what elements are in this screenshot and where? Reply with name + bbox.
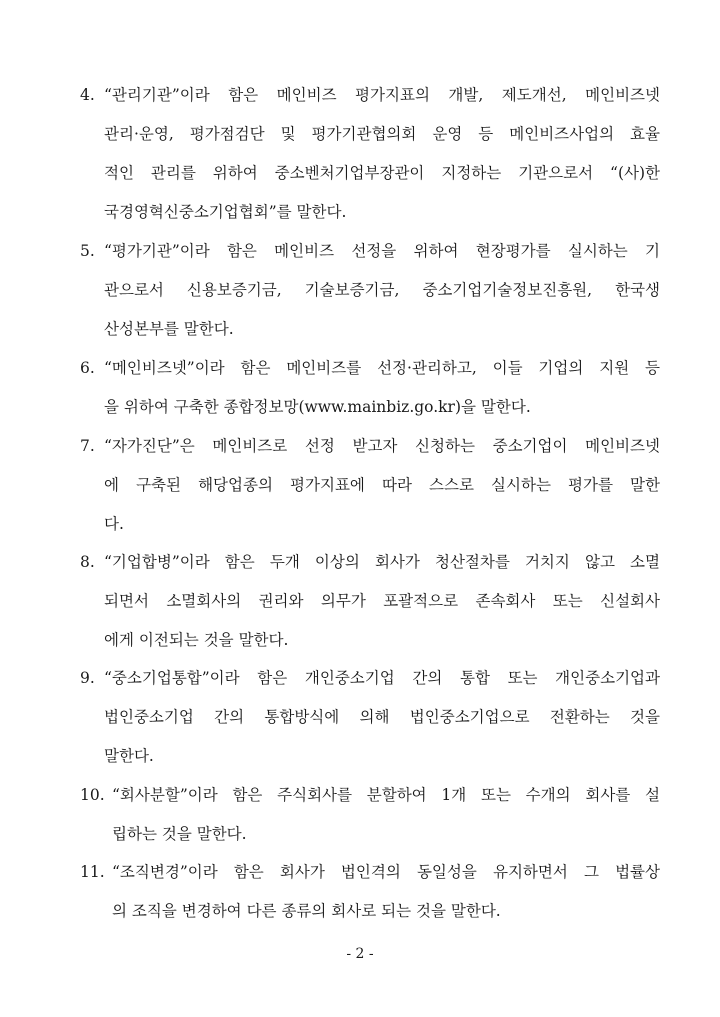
item-number: 4. xyxy=(80,86,95,104)
definition-item-8 xyxy=(80,543,660,660)
item-line: “자가진단”은 메인비즈로 선정 받고자 신청하는 중소기업이 메인비즈넷 xyxy=(104,437,660,455)
item-line: “관리기관”이라 함은 메인비즈 평가지표의 개발, 제도개선, 메인비즈넷 xyxy=(104,86,660,104)
item-line: 다. xyxy=(104,515,124,533)
item-line: 에 구축된 해당업종의 평가지표에 따라 스스로 실시하는 평가를 말한 xyxy=(104,476,660,494)
item-line: “메인비즈넷”이라 함은 메인비즈를 선정·관리하고, 이들 기업의 지원 등 xyxy=(104,359,660,377)
item-number: 10. xyxy=(80,786,105,804)
item-number: 6. xyxy=(80,359,95,377)
item-line: 을 위하여 구축한 종합정보망(www.mainbiz.go.kr)을 말한다. xyxy=(104,398,531,416)
item-line: 관리·운영, 평가점검단 및 평가기관협의회 운영 등 메인비즈사업의 효율 xyxy=(104,125,660,143)
item-number: 7. xyxy=(80,437,95,455)
definition-item-6 xyxy=(80,349,660,427)
definition-item-7 xyxy=(80,427,660,544)
item-number: 9. xyxy=(80,669,95,687)
definition-item-4 xyxy=(80,76,660,232)
definition-item-11 xyxy=(80,853,660,931)
item-line: “회사분할”이라 함은 주식회사를 분할하여 1개 또는 수개의 회사를 설 xyxy=(112,786,660,804)
item-number: 5. xyxy=(80,242,95,260)
item-line: 산성본부를 말한다. xyxy=(104,320,234,338)
item-line: 립하는 것을 말한다. xyxy=(112,825,247,843)
definition-item-10 xyxy=(80,776,660,854)
item-line: “조직변경”이라 함은 회사가 법인격의 동일성을 유지하면서 그 법률상 xyxy=(112,863,660,881)
item-line: 말한다. xyxy=(104,747,154,765)
definition-item-5 xyxy=(80,232,660,349)
definition-item-9 xyxy=(80,659,660,776)
item-line: “중소기업통합”이라 함은 개인중소기업 간의 통합 또는 개인중소기업과 xyxy=(104,669,660,687)
item-number: 11. xyxy=(80,863,105,881)
item-line: “기업합병”이라 함은 두개 이상의 회사가 청산절차를 거치지 않고 소멸 xyxy=(104,553,660,571)
item-line: 관으로서 신용보증기금, 기술보증기금, 중소기업기술정보진흥원, 한국생 xyxy=(104,281,660,299)
item-line: 에게 이전되는 것을 말한다. xyxy=(104,631,289,649)
item-line: 되면서 소멸회사의 권리와 의무가 포괄적으로 존속회사 또는 신설회사 xyxy=(104,592,660,610)
page-number: - 2 - xyxy=(346,946,374,962)
item-line: 법인중소기업 간의 통합방식에 의해 법인중소기업으로 전환하는 것을 xyxy=(104,708,660,726)
item-number: 8. xyxy=(80,553,95,571)
item-line: 적인 관리를 위하여 중소벤처기업부장관이 지정하는 기관으로서 “(사)한 xyxy=(104,164,660,182)
item-line: 의 조직을 변경하여 다른 종류의 회사로 되는 것을 말한다. xyxy=(112,902,501,920)
item-line: 국경영혁신중소기업협회”를 말한다. xyxy=(104,203,347,221)
item-line: “평가기관”이라 함은 메인비즈 선정을 위하여 현장평가를 실시하는 기 xyxy=(104,242,660,260)
